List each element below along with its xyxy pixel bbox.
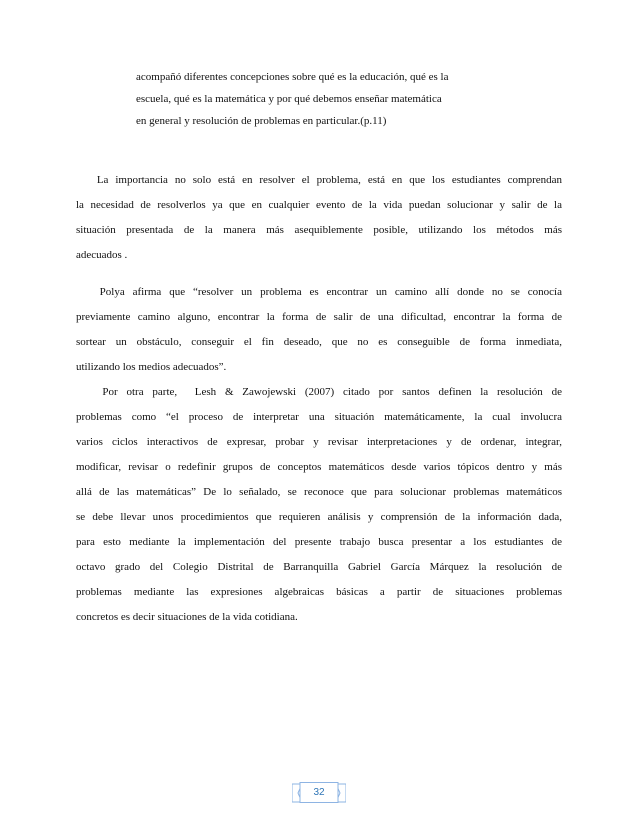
paragraph-line: La importancia no solo está en resolver el problema, está en que los estudiantes comprendan — [76, 174, 562, 186]
quote-line: acompañó diferentes concepciones sobre qué es la educación, qué es la — [136, 71, 449, 83]
paragraph-line: varios ciclos interactivos de expresar, probar y revisar interpretaciones y de ordenar, integrar, — [76, 436, 562, 448]
paragraph-line: adecuados . — [76, 249, 128, 261]
paragraph-line: sortear un obstáculo, conseguir el fin deseado, que no es conseguible de forma inmediata, — [76, 336, 562, 348]
paragraph-line: modificar, revisar o redefinir grupos de conceptos matemáticos desde varios tópicos dentro y más — [76, 461, 562, 473]
paragraph-polya — [76, 280, 562, 380]
paragraph-line: problemas como “el proceso de interpretar una situación matemáticamente, la cual involucra — [76, 411, 562, 423]
paragraph-line: concretos es decir situaciones de la vida cotidiana. — [76, 611, 298, 623]
paragraph-importance — [76, 168, 562, 268]
page-number: 32 — [313, 787, 325, 798]
paragraph-line: situación presentada de la manera más asequiblemente posible, utilizando los métodos más — [76, 224, 562, 236]
paragraph-line: allá de las matemáticas” De lo señalado, se reconoce que para solucionar problemas matemáticos — [76, 486, 562, 498]
paragraph-line: Por otra parte, Lesh & Zawojewski (2007) citado por santos definen la resolución de — [76, 386, 562, 398]
paragraph-line: para esto mediante la implementación del presente trabajo busca presentar a los estudiantes de — [76, 536, 562, 548]
paragraph-line: Polya afirma que “resolver un problema es encontrar un camino allí donde no se conocía — [76, 286, 562, 298]
paragraph-gap — [76, 268, 562, 280]
paragraph-line: se debe llevar unos procedimientos que requieren análisis y comprensión de la información dada, — [76, 511, 562, 523]
paragraph-line: utilizando los medios adecuados”. — [76, 361, 227, 373]
paragraph-line: octavo grado del Colegio Distrital de Barranquilla Gabriel García Márquez la resolución de — [76, 561, 562, 573]
paragraph-line: la necesidad de resolverlos ya que en cualquier evento de la vida puedan solucionar y salir de la — [76, 199, 562, 211]
body-text — [76, 168, 562, 630]
paragraph-line: previamente camino alguno, encontrar la forma de salir de una dificultad, encontrar la forma de — [76, 311, 562, 323]
quote-line: escuela, qué es la matemática y por qué debemos enseñar matemática — [136, 93, 442, 105]
paragraph-lesh — [76, 380, 562, 630]
page-number-ribbon — [292, 782, 346, 804]
quote-line: en general y resolución de problemas en particular.(p.11) — [136, 115, 387, 127]
block-quote — [136, 66, 536, 132]
paragraph-line: problemas mediante las expresiones algebraicas básicas a partir de situaciones problemas — [76, 586, 562, 598]
